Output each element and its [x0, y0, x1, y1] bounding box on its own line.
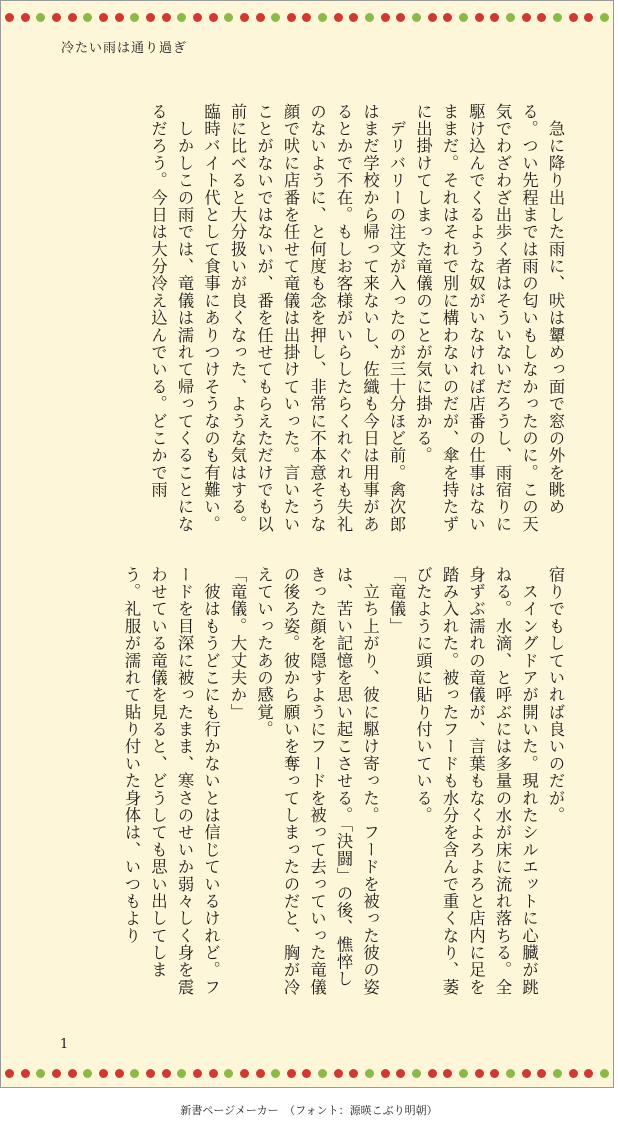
paragraph: 彼はもうどこにも行かないとは信じているけれど。フードを目深に被ったまま、寒さのせいか弱々しく身を震わせている竜儀を見ると、どうしても思い出してしまう。礼服が濡れて貼り付いた身体は、いつもより	[122, 566, 221, 996]
border-dot	[302, 1069, 311, 1078]
dialogue-line: 「竜儀。大丈夫か」	[228, 566, 247, 721]
border-dot	[36, 1069, 45, 1078]
border-dot	[115, 13, 124, 22]
border-dot	[318, 13, 327, 22]
border-dot	[209, 13, 218, 22]
paragraph: デリバリーの注文が入ったのが三十分ほど前。禽次郎はまだ学校から帰って来ないし、佐織も今日は用事があるとかで不在。もしお客様がいらしたらくれぐれも失礼のないように、と何度も念を押し、非常に不本意そうな顔で吠に店番を任せて竜儀は出掛けていった。言いたいことがないではないが、番を任せてもらえただけでも以前に比べると大分扱いが良くなった、ような気はする。臨時バイト代として食事にありつけそうなのも有難い。	[201, 103, 406, 533]
dialogue-line: 「竜儀」	[387, 566, 406, 635]
border-dot	[21, 13, 30, 22]
border-dot	[162, 1069, 171, 1078]
border-dot	[381, 13, 390, 22]
border-dot	[177, 1069, 186, 1078]
border-dot	[428, 13, 437, 22]
border-dot	[224, 13, 233, 22]
border-dot	[553, 1069, 562, 1078]
border-dot	[193, 1069, 202, 1078]
page-number: 1	[60, 1037, 69, 1052]
border-dot	[584, 13, 593, 22]
border-dot	[569, 13, 578, 22]
border-dot	[52, 13, 61, 22]
border-dot	[349, 1069, 358, 1078]
border-dot	[428, 1069, 437, 1078]
border-dot	[365, 1069, 374, 1078]
border-dot	[443, 13, 452, 22]
border-dot	[287, 13, 296, 22]
border-dot	[99, 1069, 108, 1078]
border-dot	[52, 1069, 61, 1078]
border-dot	[5, 1069, 14, 1078]
border-dot	[177, 13, 186, 22]
border-dot	[412, 1069, 421, 1078]
border-dot	[318, 1069, 327, 1078]
footer-credit: 新書ページメーカー （フォント：源暎こぶり明朝）	[180, 1104, 438, 1117]
border-dot	[256, 1069, 265, 1078]
border-dot	[83, 13, 92, 22]
paragraph: スイングドアが開いた。現れたシルエットに心臓が跳ねる。水滴、と呼ぶには多量の水が床に流れ落ちる。全身ずぶ濡れの竜儀が、言葉もなくよろよろと店内に足を踏み入れた。被ったフードも水分を含んで重くなり、萎びたように頭に貼り付いている。	[413, 566, 539, 996]
border-dot	[271, 1069, 280, 1078]
border-dot	[365, 13, 374, 22]
paragraph: 急に降り出した雨に、吠は顰めっ面で窓の外を眺める。つい先程までは雨の匂いもしなかったのに。この天気でわざわざ出歩く者はそういないだろうし、雨宿りに駆け込んでくるような奴がいなければ店番の仕事はないままだ。それはそれで別に構わないのだが、傘を持たずに出掛けてしまった竜儀のことが気に掛かる。	[413, 103, 565, 533]
border-dot	[569, 1069, 578, 1078]
border-dot	[522, 13, 531, 22]
border-dot	[209, 1069, 218, 1078]
border-dot	[334, 1069, 343, 1078]
border-dot	[396, 1069, 405, 1078]
border-dot	[522, 1069, 531, 1078]
border-dot	[475, 1069, 484, 1078]
border-dot	[193, 13, 202, 22]
border-dot	[146, 1069, 155, 1078]
border-dot	[584, 1069, 593, 1078]
border-dot	[146, 13, 155, 22]
border-dot	[600, 13, 609, 22]
border-dot	[287, 1069, 296, 1078]
border-dot	[162, 13, 171, 22]
border-dot	[349, 13, 358, 22]
border-dot	[240, 1069, 249, 1078]
border-dot	[99, 13, 108, 22]
border-dot	[490, 1069, 499, 1078]
border-dot	[36, 13, 45, 22]
top-dot-border	[5, 13, 609, 23]
border-dot	[459, 13, 468, 22]
border-dot	[475, 13, 484, 22]
border-dot	[553, 13, 562, 22]
text-block-lower	[68, 566, 568, 1001]
running-head: 冷たい雨は通り過ぎ	[61, 41, 188, 56]
border-dot	[537, 1069, 546, 1078]
border-dot	[396, 13, 405, 22]
paragraph: 宿りでもしていれば良いのだが。	[546, 566, 565, 824]
text-block-upper	[68, 103, 568, 543]
border-dot	[224, 1069, 233, 1078]
border-dot	[490, 13, 499, 22]
border-dot	[130, 13, 139, 22]
border-dot	[240, 13, 249, 22]
paragraph: 立ち上がり、彼に駆け寄った。フードを被った彼の姿は、苦い記憶を思い起こさせる。「決闘」の後、憔悴しきった顔を隠すようにフードを被って去っていった竜儀の後ろ姿。彼から願いを奪ってしまったのだと、胸が冷えていったあの感覚。	[254, 566, 380, 996]
border-dot	[271, 13, 280, 22]
border-dot	[381, 1069, 390, 1078]
border-dot	[412, 13, 421, 22]
border-dot	[130, 1069, 139, 1078]
border-dot	[256, 13, 265, 22]
border-dot	[459, 1069, 468, 1078]
bottom-dot-border	[5, 1069, 609, 1079]
border-dot	[334, 13, 343, 22]
paragraph: しかしこの雨では、竜儀は濡れて帰ってくることになるだろう。今日は大分冷え込んでいる。どこかで雨	[148, 103, 194, 533]
border-dot	[5, 13, 14, 22]
border-dot	[600, 1069, 609, 1078]
border-dot	[302, 13, 311, 22]
border-dot	[443, 1069, 452, 1078]
border-dot	[537, 13, 546, 22]
border-dot	[506, 13, 515, 22]
border-dot	[115, 1069, 124, 1078]
border-dot	[506, 1069, 515, 1078]
border-dot	[21, 1069, 30, 1078]
border-dot	[68, 13, 77, 22]
border-dot	[83, 1069, 92, 1078]
border-dot	[68, 1069, 77, 1078]
